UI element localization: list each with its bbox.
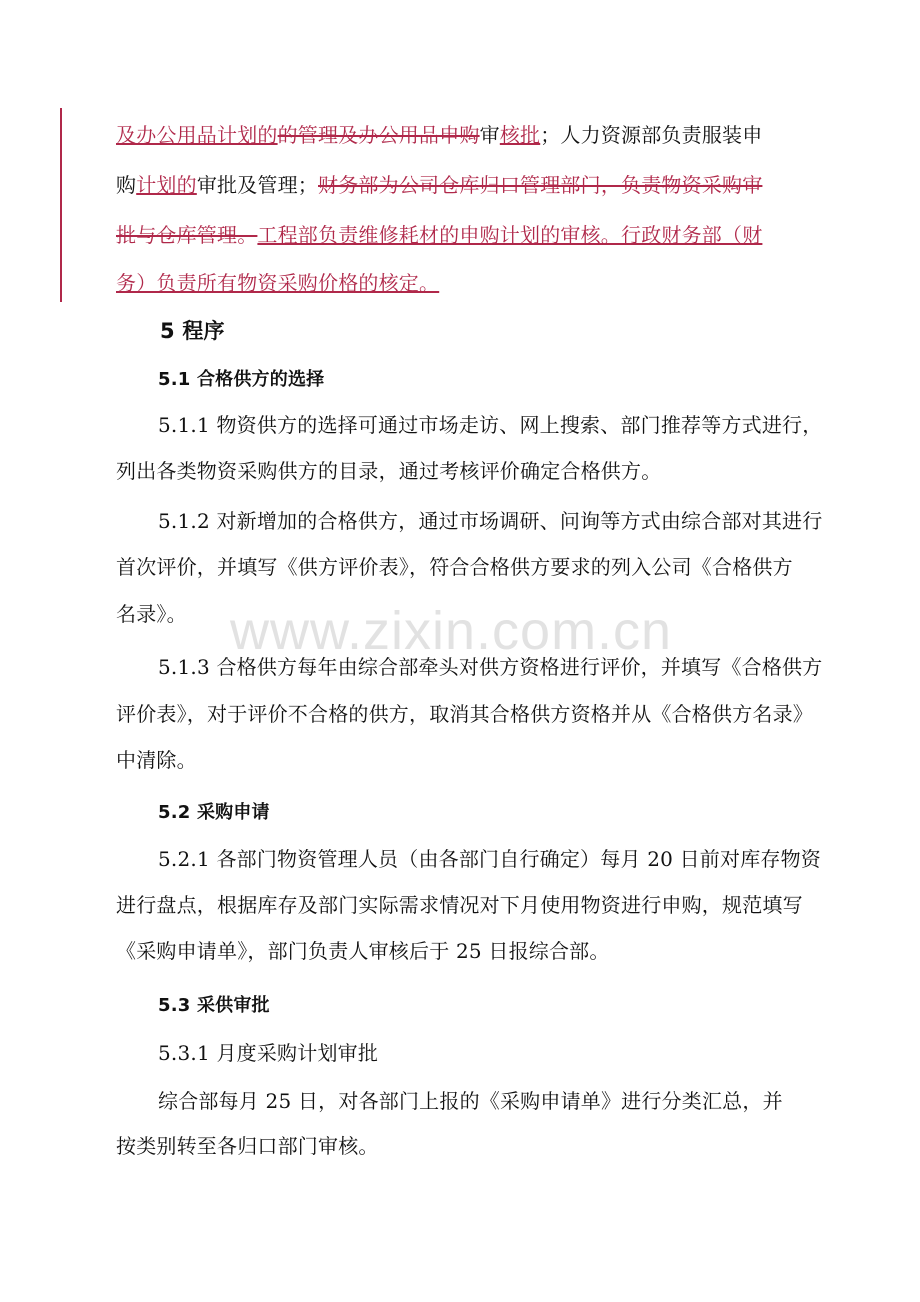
para-5-1-2-line-2: 首次评价，并填写《供方评价表》，符合合格供方要求的列入公司《合格供方 <box>116 555 793 579</box>
para-5-2-1-line-3: 《采购申请单》，部门负责人审核后于 25 日报综合部。 <box>116 939 610 963</box>
inserted-text: 及办公用品计划的 <box>116 123 278 147</box>
body-text: 审批及管理； <box>196 173 319 197</box>
body-text: 购 <box>116 173 137 197</box>
para-5-3-1-title: 5.3.1 月度采购计划审批 <box>158 1041 379 1065</box>
deleted-text: 批与仓库管理。 <box>116 223 258 247</box>
revision-line-3 <box>116 222 762 248</box>
inserted-text: 计划的 <box>136 173 197 197</box>
para-5-1-1-line-1: 5.1.1 物资供方的选择可通过市场走访、网上搜索、部门推荐等方式进行， <box>158 413 823 437</box>
inserted-text: 工程部负责维修耗材的申购计划的审核。行政财务部（财 <box>257 223 763 247</box>
inserted-text: 核批 <box>499 123 541 147</box>
para-5-3-1-line-2: 按类别转至各归口部门审核。 <box>116 1134 379 1158</box>
deleted-text: 财务部为公司仓库归口管理部门，负责物资采购审 <box>318 173 763 197</box>
para-5-1-1-line-2: 列出各类物资采购供方的目录，通过考核评价确定合格供方。 <box>116 459 662 483</box>
inserted-text: 务）负责所有物资采购价格的核定。 <box>116 271 440 295</box>
revision-line-2 <box>116 172 762 198</box>
revision-line-4 <box>116 270 439 296</box>
para-5-1-2-line-3: 名录》。 <box>116 602 187 626</box>
body-text: 审 <box>479 123 500 147</box>
section-title: 5 程序 <box>160 319 225 343</box>
revision-line-1 <box>116 122 762 148</box>
para-5-1-3-line-2: 评价表》，对于评价不合格的供方，取消其合格供方资格并从《合格供方名录》 <box>116 702 813 726</box>
deleted-text: 的管理及办公用品申购 <box>277 123 480 147</box>
para-5-1-3-line-3: 中清除。 <box>116 748 197 772</box>
heading-5-2: 5.2 采购申请 <box>158 802 270 823</box>
para-5-2-1-line-2: 进行盘点，根据库存及部门实际需求情况对下月使用物资进行申购，规范填写 <box>116 893 803 917</box>
para-5-2-1-line-1: 5.2.1 各部门物资管理人员（由各部门自行确定）每月 20 日前对库存物资 <box>158 847 822 871</box>
heading-5-3: 5.3 采供审批 <box>158 995 270 1016</box>
para-5-3-1-line-1: 综合部每月 25 日，对各部门上报的《采购申请单》进行分类汇总，并 <box>158 1089 783 1113</box>
heading-5-1: 5.1 合格供方的选择 <box>158 369 325 390</box>
watermark: www.zixin.com.cn <box>230 601 673 661</box>
body-text: ；人力资源部负责服装申 <box>540 123 763 147</box>
para-5-1-3-line-1: 5.1.3 合格供方每年由综合部牵头对供方资格进行评价，并填写《合格供方 <box>158 655 823 679</box>
para-5-1-2-line-1: 5.1.2 对新增加的合格供方，通过市场调研、问询等方式由综合部对其进行 <box>158 509 823 533</box>
revision-change-bar <box>60 108 62 302</box>
